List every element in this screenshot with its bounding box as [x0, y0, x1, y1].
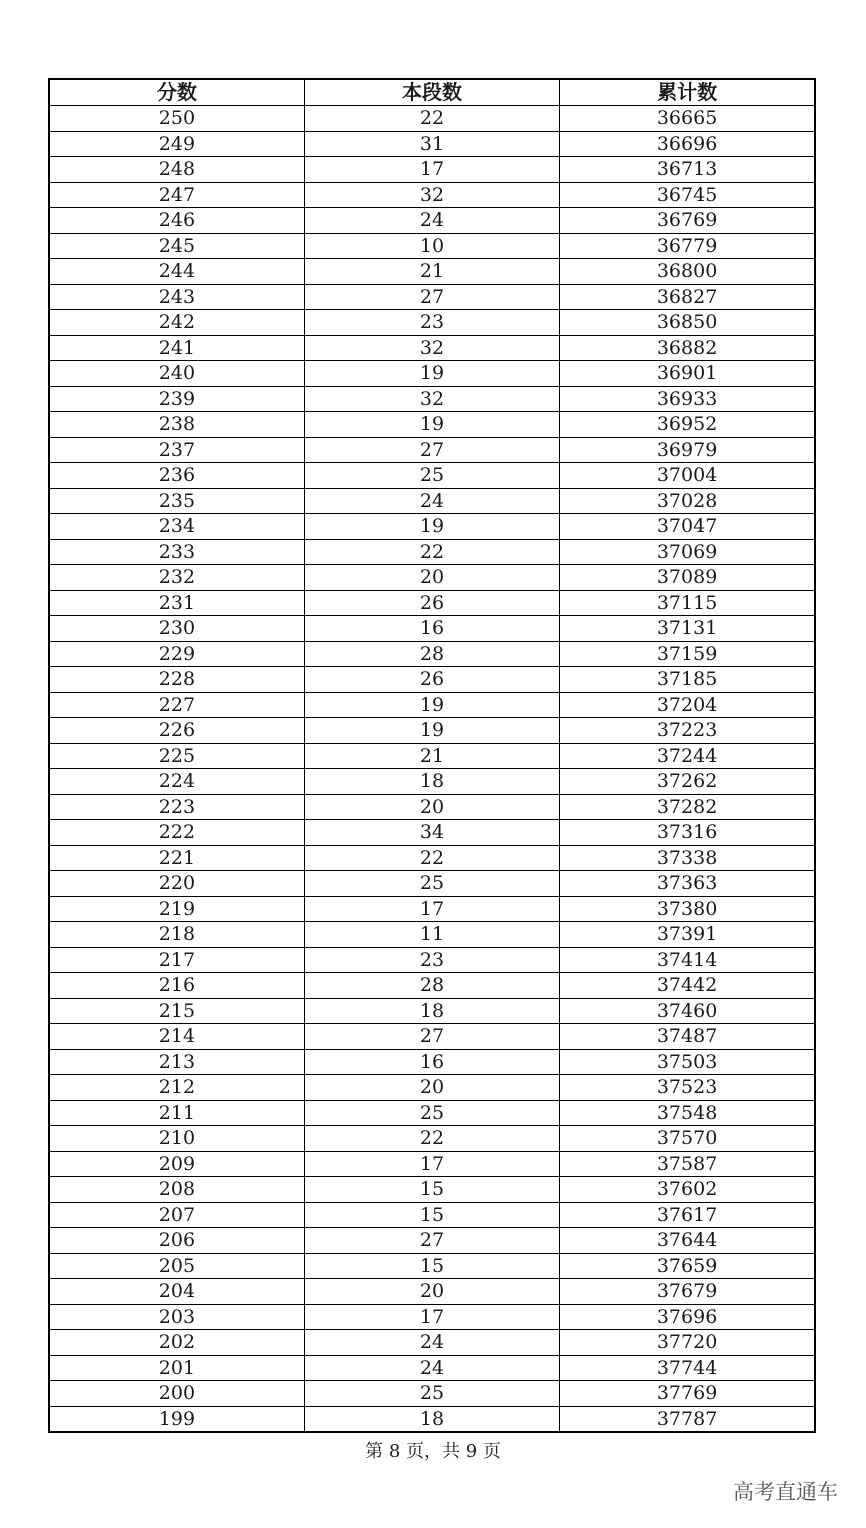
table-row — [49, 1406, 815, 1432]
cell-score: 250 — [49, 106, 304, 132]
cell-score: 226 — [49, 718, 304, 744]
cell-score: 237 — [49, 437, 304, 463]
table-row — [49, 1075, 815, 1101]
cell-cumulative-count: 37503 — [560, 1049, 815, 1075]
cell-score: 199 — [49, 1406, 304, 1432]
cell-cumulative-count: 36933 — [560, 386, 815, 412]
cell-cumulative-count: 37644 — [560, 1228, 815, 1254]
table-row — [49, 718, 815, 744]
table-row — [49, 208, 815, 234]
cell-segment-count: 15 — [304, 1177, 559, 1203]
cell-cumulative-count: 36952 — [560, 412, 815, 438]
cell-segment-count: 32 — [304, 335, 559, 361]
cell-score: 247 — [49, 182, 304, 208]
cell-segment-count: 22 — [304, 845, 559, 871]
cell-segment-count: 19 — [304, 361, 559, 387]
table-row — [49, 361, 815, 387]
cell-segment-count: 28 — [304, 973, 559, 999]
cell-cumulative-count: 37587 — [560, 1151, 815, 1177]
table-row — [49, 1151, 815, 1177]
column-header-segment-count: 本段数 — [304, 79, 559, 106]
cell-segment-count: 19 — [304, 412, 559, 438]
cell-segment-count: 10 — [304, 233, 559, 259]
cell-score: 211 — [49, 1100, 304, 1126]
cell-score: 224 — [49, 769, 304, 795]
cell-cumulative-count: 37617 — [560, 1202, 815, 1228]
table-row — [49, 794, 815, 820]
cell-score: 202 — [49, 1330, 304, 1356]
cell-cumulative-count: 37380 — [560, 896, 815, 922]
table-row — [49, 1024, 815, 1050]
cell-score: 223 — [49, 794, 304, 820]
cell-score: 233 — [49, 539, 304, 565]
cell-cumulative-count: 36713 — [560, 157, 815, 183]
cell-cumulative-count: 37602 — [560, 1177, 815, 1203]
cell-score: 228 — [49, 667, 304, 693]
cell-cumulative-count: 37115 — [560, 590, 815, 616]
cell-score: 236 — [49, 463, 304, 489]
cell-segment-count: 27 — [304, 284, 559, 310]
cell-score: 230 — [49, 616, 304, 642]
cell-segment-count: 22 — [304, 1126, 559, 1152]
cell-segment-count: 28 — [304, 641, 559, 667]
table-row — [49, 539, 815, 565]
cell-segment-count: 16 — [304, 1049, 559, 1075]
table-row — [49, 1304, 815, 1330]
cell-segment-count: 20 — [304, 565, 559, 591]
cell-segment-count: 17 — [304, 1151, 559, 1177]
table-row — [49, 590, 815, 616]
cell-segment-count: 34 — [304, 820, 559, 846]
cell-segment-count: 24 — [304, 488, 559, 514]
cell-score: 209 — [49, 1151, 304, 1177]
cell-score: 217 — [49, 947, 304, 973]
cell-score: 210 — [49, 1126, 304, 1152]
cell-score: 231 — [49, 590, 304, 616]
cell-score: 212 — [49, 1075, 304, 1101]
table-row — [49, 973, 815, 999]
cell-score: 235 — [49, 488, 304, 514]
table-row — [49, 667, 815, 693]
cell-segment-count: 19 — [304, 514, 559, 540]
table-row — [49, 233, 815, 259]
cell-score: 216 — [49, 973, 304, 999]
cell-segment-count: 27 — [304, 1228, 559, 1254]
cell-cumulative-count: 36979 — [560, 437, 815, 463]
cell-cumulative-count: 36882 — [560, 335, 815, 361]
cell-score: 240 — [49, 361, 304, 387]
table-row — [49, 922, 815, 948]
cell-score: 213 — [49, 1049, 304, 1075]
cell-cumulative-count: 37244 — [560, 743, 815, 769]
cell-score: 239 — [49, 386, 304, 412]
cell-score: 208 — [49, 1177, 304, 1203]
cell-cumulative-count: 37744 — [560, 1355, 815, 1381]
cell-segment-count: 23 — [304, 310, 559, 336]
cell-score: 225 — [49, 743, 304, 769]
cell-cumulative-count: 37442 — [560, 973, 815, 999]
cell-score: 206 — [49, 1228, 304, 1254]
table-row — [49, 769, 815, 795]
cell-cumulative-count: 36665 — [560, 106, 815, 132]
table-row — [49, 565, 815, 591]
watermark: 高考直通车 — [733, 1480, 838, 1504]
cell-score: 207 — [49, 1202, 304, 1228]
cell-score: 241 — [49, 335, 304, 361]
table-row — [49, 820, 815, 846]
cell-cumulative-count: 37414 — [560, 947, 815, 973]
cell-cumulative-count: 37223 — [560, 718, 815, 744]
table-row — [49, 1330, 815, 1356]
cell-segment-count: 18 — [304, 769, 559, 795]
cell-score: 232 — [49, 565, 304, 591]
cell-score: 238 — [49, 412, 304, 438]
cell-segment-count: 20 — [304, 1075, 559, 1101]
cell-cumulative-count: 37159 — [560, 641, 815, 667]
cell-cumulative-count: 37131 — [560, 616, 815, 642]
cell-segment-count: 22 — [304, 539, 559, 565]
table-row — [49, 998, 815, 1024]
cell-score: 214 — [49, 1024, 304, 1050]
cell-score: 200 — [49, 1381, 304, 1407]
cell-score: 220 — [49, 871, 304, 897]
table-body — [49, 106, 815, 1433]
cell-cumulative-count: 37679 — [560, 1279, 815, 1305]
cell-cumulative-count: 37204 — [560, 692, 815, 718]
cell-segment-count: 32 — [304, 386, 559, 412]
cell-score: 203 — [49, 1304, 304, 1330]
cell-segment-count: 23 — [304, 947, 559, 973]
cell-segment-count: 17 — [304, 1304, 559, 1330]
table-row — [49, 284, 815, 310]
score-table — [48, 78, 816, 1433]
cell-score: 227 — [49, 692, 304, 718]
cell-cumulative-count: 37523 — [560, 1075, 815, 1101]
table-row — [49, 463, 815, 489]
cell-score: 243 — [49, 284, 304, 310]
cell-cumulative-count: 37282 — [560, 794, 815, 820]
table-row — [49, 692, 815, 718]
cell-cumulative-count: 37316 — [560, 820, 815, 846]
cell-cumulative-count: 37262 — [560, 769, 815, 795]
cell-segment-count: 20 — [304, 794, 559, 820]
cell-segment-count: 27 — [304, 437, 559, 463]
table-row — [49, 386, 815, 412]
table-row — [49, 845, 815, 871]
cell-cumulative-count: 37069 — [560, 539, 815, 565]
table-row — [49, 182, 815, 208]
cell-segment-count: 24 — [304, 1355, 559, 1381]
score-table-container — [48, 78, 816, 1433]
table-row — [49, 437, 815, 463]
cell-segment-count: 24 — [304, 1330, 559, 1356]
cell-score: 249 — [49, 131, 304, 157]
table-row — [49, 488, 815, 514]
cell-segment-count: 25 — [304, 1381, 559, 1407]
cell-cumulative-count: 37028 — [560, 488, 815, 514]
cell-cumulative-count: 37659 — [560, 1253, 815, 1279]
cell-segment-count: 24 — [304, 208, 559, 234]
cell-score: 219 — [49, 896, 304, 922]
cell-score: 246 — [49, 208, 304, 234]
cell-score: 244 — [49, 259, 304, 285]
table-row — [49, 947, 815, 973]
cell-segment-count: 21 — [304, 743, 559, 769]
table-row — [49, 1279, 815, 1305]
table-row — [49, 1100, 815, 1126]
cell-segment-count: 25 — [304, 1100, 559, 1126]
cell-segment-count: 21 — [304, 259, 559, 285]
cell-segment-count: 15 — [304, 1202, 559, 1228]
column-header-cumulative-count: 累计数 — [560, 79, 815, 106]
table-row — [49, 1355, 815, 1381]
cell-cumulative-count: 36800 — [560, 259, 815, 285]
cell-cumulative-count: 37185 — [560, 667, 815, 693]
cell-cumulative-count: 37363 — [560, 871, 815, 897]
table-row — [49, 514, 815, 540]
cell-segment-count: 15 — [304, 1253, 559, 1279]
table-row — [49, 335, 815, 361]
cell-cumulative-count: 37769 — [560, 1381, 815, 1407]
table-header-row — [49, 79, 815, 106]
cell-score: 248 — [49, 157, 304, 183]
cell-cumulative-count: 37460 — [560, 998, 815, 1024]
cell-segment-count: 25 — [304, 871, 559, 897]
cell-score: 234 — [49, 514, 304, 540]
cell-cumulative-count: 37391 — [560, 922, 815, 948]
cell-cumulative-count: 36769 — [560, 208, 815, 234]
cell-cumulative-count: 36850 — [560, 310, 815, 336]
cell-segment-count: 26 — [304, 667, 559, 693]
cell-cumulative-count: 36745 — [560, 182, 815, 208]
cell-segment-count: 31 — [304, 131, 559, 157]
table-row — [49, 743, 815, 769]
cell-cumulative-count: 37696 — [560, 1304, 815, 1330]
cell-score: 222 — [49, 820, 304, 846]
cell-segment-count: 11 — [304, 922, 559, 948]
table-row — [49, 1202, 815, 1228]
cell-segment-count: 19 — [304, 692, 559, 718]
cell-cumulative-count: 37338 — [560, 845, 815, 871]
table-row — [49, 616, 815, 642]
cell-segment-count: 18 — [304, 1406, 559, 1432]
cell-segment-count: 19 — [304, 718, 559, 744]
table-row — [49, 1253, 815, 1279]
cell-score: 218 — [49, 922, 304, 948]
table-row — [49, 1049, 815, 1075]
cell-cumulative-count: 37570 — [560, 1126, 815, 1152]
cell-segment-count: 18 — [304, 998, 559, 1024]
cell-cumulative-count: 37089 — [560, 565, 815, 591]
column-header-score: 分数 — [49, 79, 304, 106]
cell-segment-count: 17 — [304, 896, 559, 922]
table-row — [49, 412, 815, 438]
cell-cumulative-count: 37004 — [560, 463, 815, 489]
cell-segment-count: 27 — [304, 1024, 559, 1050]
table-row — [49, 157, 815, 183]
cell-cumulative-count: 37787 — [560, 1406, 815, 1432]
table-row — [49, 131, 815, 157]
table-row — [49, 1228, 815, 1254]
cell-score: 221 — [49, 845, 304, 871]
table-row — [49, 641, 815, 667]
table-row — [49, 896, 815, 922]
table-row — [49, 871, 815, 897]
cell-segment-count: 25 — [304, 463, 559, 489]
cell-segment-count: 26 — [304, 590, 559, 616]
cell-score: 229 — [49, 641, 304, 667]
cell-segment-count: 17 — [304, 157, 559, 183]
cell-segment-count: 16 — [304, 616, 559, 642]
table-row — [49, 1381, 815, 1407]
table-row — [49, 1126, 815, 1152]
cell-cumulative-count: 37047 — [560, 514, 815, 540]
table-row — [49, 106, 815, 132]
cell-cumulative-count: 36901 — [560, 361, 815, 387]
cell-segment-count: 22 — [304, 106, 559, 132]
cell-score: 204 — [49, 1279, 304, 1305]
cell-score: 245 — [49, 233, 304, 259]
table-row — [49, 1177, 815, 1203]
table-row — [49, 259, 815, 285]
cell-cumulative-count: 36779 — [560, 233, 815, 259]
cell-segment-count: 20 — [304, 1279, 559, 1305]
cell-score: 205 — [49, 1253, 304, 1279]
cell-score: 215 — [49, 998, 304, 1024]
cell-cumulative-count: 37487 — [560, 1024, 815, 1050]
cell-score: 242 — [49, 310, 304, 336]
cell-score: 201 — [49, 1355, 304, 1381]
cell-cumulative-count: 37548 — [560, 1100, 815, 1126]
cell-cumulative-count: 37720 — [560, 1330, 815, 1356]
cell-segment-count: 32 — [304, 182, 559, 208]
page-footer: 第 8 页，共 9 页 — [365, 1441, 501, 1462]
cell-cumulative-count: 36827 — [560, 284, 815, 310]
table-row — [49, 310, 815, 336]
cell-cumulative-count: 36696 — [560, 131, 815, 157]
